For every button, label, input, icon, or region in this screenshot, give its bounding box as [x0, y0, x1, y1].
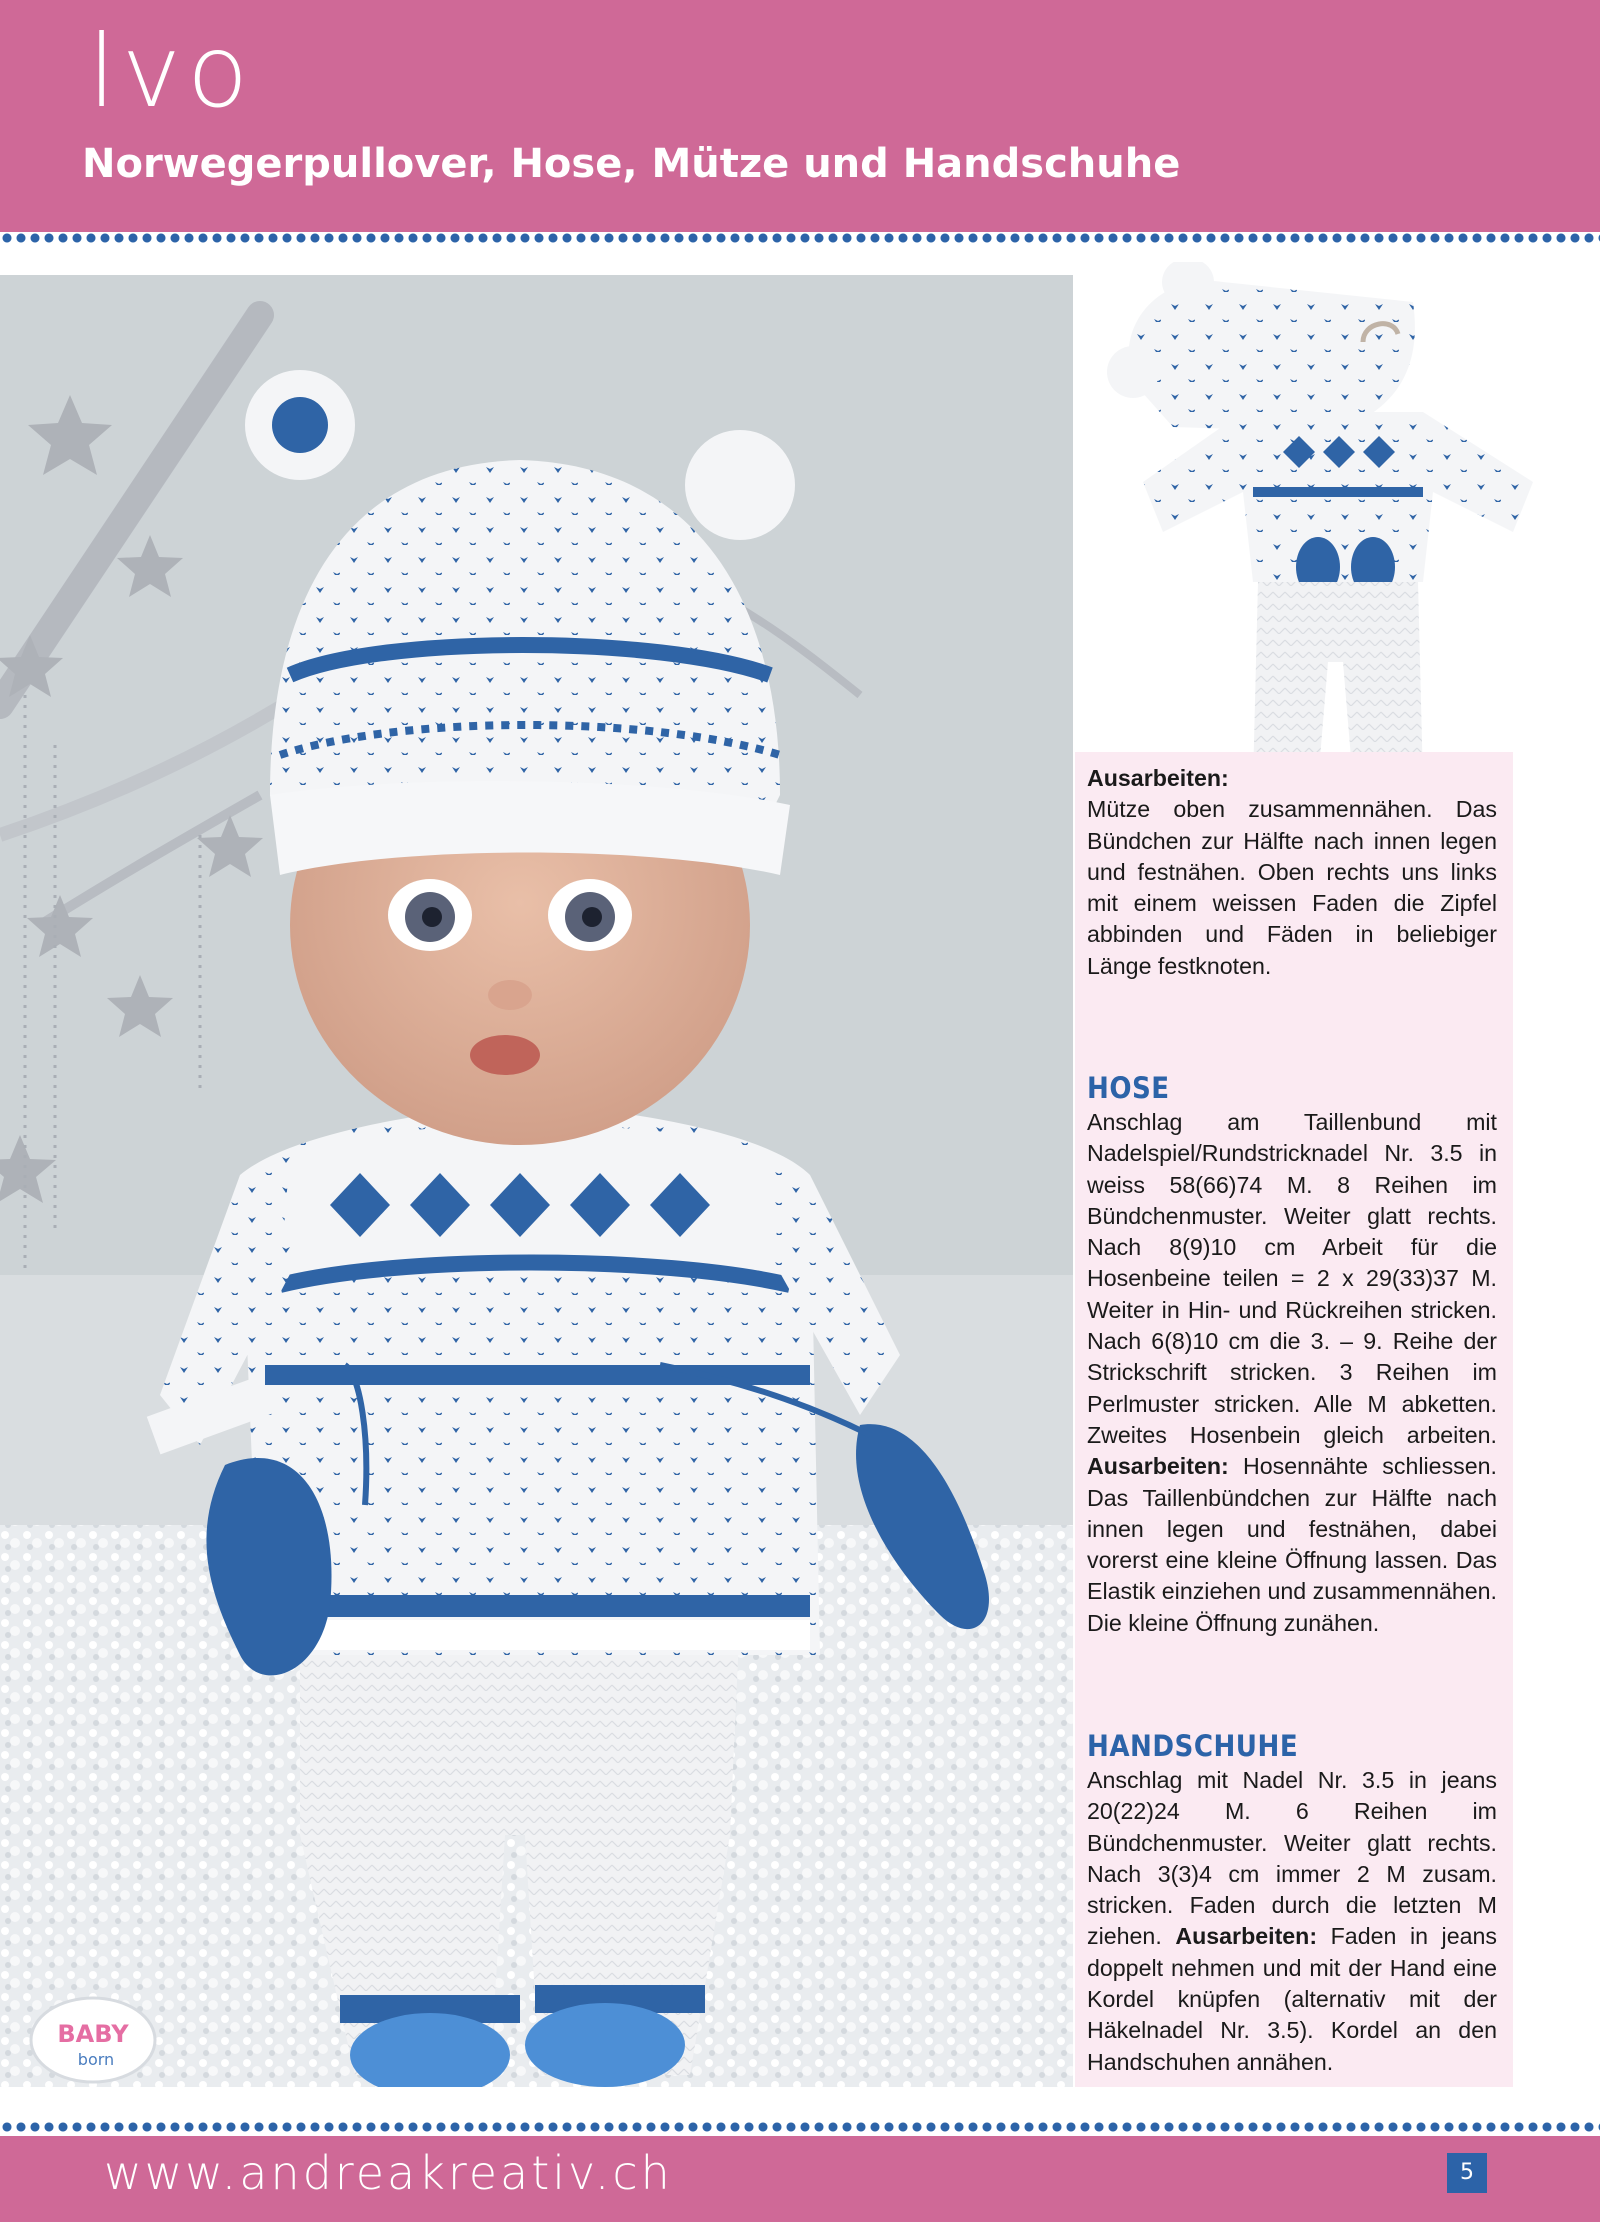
section-label: Ausarbeiten:: [1175, 1923, 1318, 1950]
page-footer: [0, 2136, 1600, 2222]
garment-flatlay-photo: [1093, 262, 1573, 802]
logo-word-bottom: born: [77, 2050, 115, 2069]
doll-photo: [0, 275, 1073, 2087]
page-number: 5: [1447, 2153, 1487, 2193]
section-text-part1: Anschlag mit Nadel Nr. 3.5 in jeans 20(22)24 M. 6 Reihen im Bündchenmuster. Weiter glatt rechts. Nach 3(3)4 cm immer 2 M zusam. stricken. Faden durch die letzten M ziehen.: [1087, 1767, 1497, 1950]
section-handschuhe: [1087, 1729, 1497, 2078]
dotted-divider-bottom: [0, 2122, 1600, 2132]
section-label: Ausarbeiten:: [1087, 765, 1229, 791]
pattern-subtitle: Norwegerpullover, Hose, Mütze und Handschuhe: [82, 141, 1181, 187]
logo-word-top: BABY: [57, 2020, 129, 2048]
dotted-divider-top: [0, 233, 1600, 243]
pattern-title: lvo: [88, 13, 255, 130]
section-hose: [1087, 1071, 1497, 1639]
section-text-part2: Hosennähte schliessen. Das Taillenbündchen zur Hälfte nach innen legen und festnähen, dabei vorerst eine kleine Öffnung lassen. Das Elastik einziehen und zusammennähen. Die kleine Öffnung zunähen.: [1087, 1453, 1497, 1636]
section-text: Mütze oben zusammennähen. Das Bündchen zur Hälfte nach innen legen und festnähen. Oben rechts uns links mit einem weissen Faden die Zipfel abbinden und Fäden in beliebiger Länge festknoten.: [1087, 796, 1497, 979]
website-url: www.andreakreativ.ch: [104, 2146, 673, 2200]
section-label: Ausarbeiten:: [1087, 1453, 1229, 1480]
section-text-part1: Anschlag am Taillenbund mit Nadelspiel/Rundstricknadel Nr. 3.5 in weiss 58(66)74 M. 8 Reihen im Bündchenmuster. Weiter glatt rechts. Nach 8(9)10 cm Arbeit für die Hosenbeine teilen = 2 x 29(33)37 M. Weiter in Hin- und Rückreihen stricken. Nach 6(8)10 cm die 3. – 9. Reihe der Strickschrift stricken. 3 Reihen im Perlmuster stricken. Alle M abketten. Zweites Hosenbein gleich arbeiten.: [1087, 1109, 1497, 1448]
section-text-part2: Faden in jeans doppelt nehmen und mit der Hand eine Kordel knüpfen (alternativ mit der Häkelnadel Nr. 3.5). Kordel an den Handschuhen annähen.: [1087, 1923, 1497, 2075]
section-ausarbeiten-muetze: [1087, 763, 1497, 982]
page-header: [0, 0, 1600, 232]
section-heading: HANDSCHUHE: [1087, 1729, 1299, 1763]
section-heading: HOSE: [1087, 1071, 1170, 1105]
